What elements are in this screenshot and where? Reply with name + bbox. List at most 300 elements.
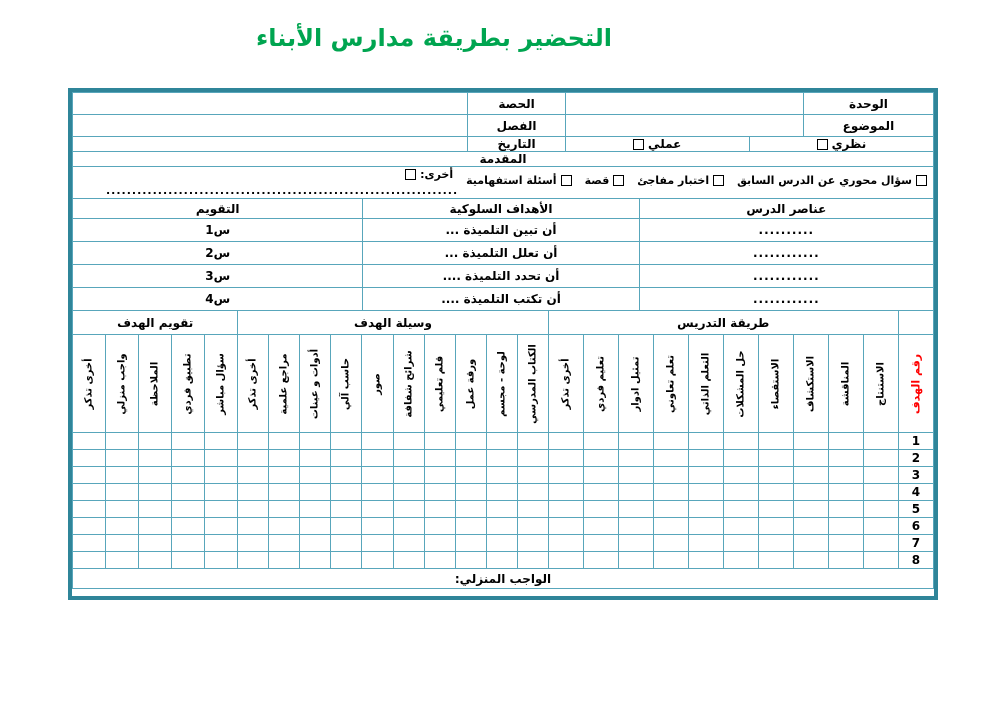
matrix-cell[interactable] — [863, 552, 898, 569]
matrix-cell[interactable] — [455, 484, 486, 501]
evaluation-header: التقويم — [73, 199, 363, 219]
matrix-column-label: سؤال مباشر — [215, 352, 227, 415]
matrix-cell[interactable] — [300, 552, 331, 569]
matrix-row — [73, 518, 934, 535]
matrix-cell[interactable] — [139, 484, 172, 501]
matrix-cell[interactable] — [73, 433, 106, 450]
matrix-cell[interactable] — [517, 535, 548, 552]
goal-number-cell: 1 — [898, 433, 933, 450]
matrix-cell[interactable] — [238, 535, 269, 552]
matrix-cell[interactable] — [653, 484, 688, 501]
matrix-cell[interactable] — [238, 552, 269, 569]
matrix-cell[interactable] — [455, 552, 486, 569]
matrix-cell[interactable] — [362, 518, 393, 535]
matrix-cell[interactable] — [362, 484, 393, 501]
intro-option-0 — [737, 174, 927, 187]
matrix-cell[interactable] — [139, 552, 172, 569]
matrix-cell[interactable] — [238, 518, 269, 535]
matrix-cell[interactable] — [73, 518, 106, 535]
matrix-cell[interactable] — [139, 433, 172, 450]
matrix-cell[interactable] — [486, 501, 517, 518]
practical-checkbox[interactable] — [633, 139, 644, 150]
goal-number-cell: 8 — [898, 552, 933, 569]
matrix-cell[interactable] — [393, 518, 424, 535]
matrix-cell[interactable] — [618, 484, 653, 501]
matrix-column-label: واجب منزلي — [116, 352, 128, 415]
goal-number-header-spacer — [898, 311, 933, 335]
matrix-cell[interactable] — [486, 433, 517, 450]
matrix-cell[interactable] — [548, 450, 583, 467]
matrix-column-label: الاستنتاج — [875, 361, 887, 406]
matrix-cell[interactable] — [172, 535, 205, 552]
matrix-cell[interactable] — [517, 467, 548, 484]
matrix-cell[interactable] — [331, 535, 362, 552]
matrix-cell[interactable] — [548, 501, 583, 518]
matrix-cell[interactable] — [331, 433, 362, 450]
page-title: التحضير بطريقة مدارس الأبناء — [255, 24, 612, 52]
matrix-cell[interactable] — [331, 484, 362, 501]
matrix-cell[interactable] — [618, 552, 653, 569]
matrix-cell[interactable] — [238, 484, 269, 501]
period-value-cell[interactable] — [73, 93, 468, 115]
matrix-cell[interactable] — [793, 450, 828, 467]
matrix-column-label: لوحة - مجسم — [496, 350, 508, 417]
matrix-cell[interactable] — [723, 501, 758, 518]
matrix-cell[interactable] — [486, 552, 517, 569]
matrix-cell[interactable] — [393, 450, 424, 467]
matrix-cell[interactable] — [517, 450, 548, 467]
intro-other-checkbox[interactable] — [405, 169, 416, 180]
matrix-cell[interactable] — [688, 484, 723, 501]
matrix-column-label-cell — [300, 335, 331, 433]
matrix-cell[interactable] — [269, 484, 300, 501]
matrix-cell[interactable] — [106, 501, 139, 518]
matrix-cell[interactable] — [688, 518, 723, 535]
matrix-cell[interactable] — [828, 552, 863, 569]
matrix-cell[interactable] — [486, 450, 517, 467]
goal-number-cell: 6 — [898, 518, 933, 535]
matrix-column-label-cell — [172, 335, 205, 433]
matrix-cell[interactable] — [486, 535, 517, 552]
goal-number-label-cell — [898, 335, 933, 433]
goal-number-cell: 5 — [898, 501, 933, 518]
matrix-cell[interactable] — [863, 467, 898, 484]
matrix-cell[interactable] — [172, 518, 205, 535]
matrix-cell[interactable] — [269, 450, 300, 467]
lesson-element-cell[interactable]: ............ — [639, 242, 933, 265]
matrix-cell[interactable] — [517, 501, 548, 518]
intro-other-dotted-line[interactable]: .................................................................... — [106, 184, 459, 197]
matrix-cell[interactable] — [172, 433, 205, 450]
matrix-cell[interactable] — [793, 501, 828, 518]
matrix-column-label-cell — [828, 335, 863, 433]
intro-option-label: اختبار مفاجئ — [637, 174, 710, 187]
matrix-cell[interactable] — [362, 467, 393, 484]
matrix-column-label: تعلم تعاوني — [665, 354, 677, 413]
matrix-column-label-cell — [583, 335, 618, 433]
matrix-cell[interactable] — [758, 552, 793, 569]
matrix-cell[interactable] — [653, 450, 688, 467]
matrix-cell[interactable] — [393, 501, 424, 518]
matrix-cell[interactable] — [863, 484, 898, 501]
intro-option-label: قصة — [584, 174, 610, 187]
matrix-cell[interactable] — [828, 450, 863, 467]
lesson-element-cell[interactable]: ............ — [639, 265, 933, 288]
matrix-cell[interactable] — [300, 467, 331, 484]
matrix-cell[interactable] — [688, 450, 723, 467]
matrix-cell[interactable] — [688, 535, 723, 552]
matrix-cell[interactable] — [300, 501, 331, 518]
evaluation-cell[interactable]: س4 — [73, 288, 363, 311]
matrix-cell[interactable] — [793, 535, 828, 552]
behavioral-objective-cell[interactable]: أن تعلل التلميذة ... — [363, 242, 639, 265]
matrix-cell[interactable] — [618, 467, 653, 484]
matrix-cell[interactable] — [172, 484, 205, 501]
matrix-column-label-cell — [238, 335, 269, 433]
matrix-cell[interactable] — [688, 433, 723, 450]
matrix-cell[interactable] — [269, 433, 300, 450]
matrix-cell[interactable] — [269, 501, 300, 518]
matrix-column-label-cell — [548, 335, 583, 433]
matrix-cell[interactable] — [793, 484, 828, 501]
matrix-cell[interactable] — [300, 484, 331, 501]
matrix-cell[interactable] — [618, 535, 653, 552]
matrix-cell[interactable] — [828, 467, 863, 484]
matrix-cell[interactable] — [393, 433, 424, 450]
matrix-cell[interactable] — [331, 552, 362, 569]
matrix-cell[interactable] — [393, 467, 424, 484]
matrix-column-label: تمثيل ادوار — [630, 356, 642, 411]
matrix-cell[interactable] — [205, 467, 238, 484]
matrix-cell[interactable] — [548, 484, 583, 501]
matrix-column-label-cell — [517, 335, 548, 433]
intro-option-checkbox[interactable] — [561, 175, 572, 186]
matrix-column-label-cell — [618, 335, 653, 433]
matrix-cell[interactable] — [583, 467, 618, 484]
lesson-element-cell[interactable]: ............ — [639, 288, 933, 311]
matrix-cell[interactable] — [205, 484, 238, 501]
matrix-cell[interactable] — [486, 518, 517, 535]
matrix-row — [73, 433, 934, 450]
matrix-cell[interactable] — [73, 501, 106, 518]
matrix-cell[interactable] — [106, 484, 139, 501]
matrix-cell[interactable] — [238, 501, 269, 518]
matrix-cell[interactable] — [300, 535, 331, 552]
matrix-cell[interactable] — [723, 467, 758, 484]
matrix-column-label: ورقة عمل — [465, 358, 477, 409]
matrix-cell[interactable] — [548, 552, 583, 569]
matrix-cell[interactable] — [828, 433, 863, 450]
matrix-column-label-cell — [723, 335, 758, 433]
matrix-cell[interactable] — [362, 552, 393, 569]
matrix-cell[interactable] — [583, 535, 618, 552]
matrix-cell[interactable] — [205, 501, 238, 518]
matrix-cell[interactable] — [424, 450, 455, 467]
matrix-cell[interactable] — [583, 552, 618, 569]
matrix-cell[interactable] — [863, 535, 898, 552]
theoretical-checkbox[interactable] — [817, 139, 828, 150]
matrix-cell[interactable] — [653, 501, 688, 518]
lesson-elements-header: عناصر الدرس — [639, 199, 933, 219]
matrix-column-label-cell — [424, 335, 455, 433]
objective-row — [73, 288, 934, 311]
matrix-cell[interactable] — [238, 467, 269, 484]
matrix-cell[interactable] — [653, 518, 688, 535]
lesson-element-cell[interactable]: .......... — [639, 219, 933, 242]
matrix-column-label: الكتاب المدرسي — [527, 343, 539, 424]
matrix-cell[interactable] — [269, 518, 300, 535]
evaluation-cell[interactable]: س2 — [73, 242, 363, 265]
matrix-cell[interactable] — [758, 433, 793, 450]
matrix-cell[interactable] — [331, 450, 362, 467]
practical-label: عملي — [648, 137, 682, 151]
behavioral-objective-cell[interactable]: أن تكتب التلميذة .... — [363, 288, 639, 311]
matrix-group-header-0: طريقة التدريس — [548, 311, 898, 335]
matrix-table — [72, 310, 934, 589]
matrix-cell[interactable] — [583, 518, 618, 535]
matrix-column-label: المناقشة — [840, 361, 852, 406]
matrix-cell[interactable] — [793, 467, 828, 484]
matrix-column-label-cell — [106, 335, 139, 433]
matrix-cell[interactable] — [424, 518, 455, 535]
intro-option-checkbox[interactable] — [613, 175, 624, 186]
intro-option-3 — [466, 174, 571, 187]
matrix-cell[interactable] — [106, 535, 139, 552]
matrix-cell[interactable] — [723, 535, 758, 552]
matrix-cell[interactable] — [517, 552, 548, 569]
matrix-cell[interactable] — [106, 450, 139, 467]
matrix-cell[interactable] — [517, 518, 548, 535]
matrix-cell[interactable] — [73, 450, 106, 467]
matrix-cell[interactable] — [486, 484, 517, 501]
matrix-cell[interactable] — [828, 501, 863, 518]
matrix-column-label: تعليم فردي — [595, 355, 607, 412]
goal-number-cell: 3 — [898, 467, 933, 484]
matrix-cell[interactable] — [548, 518, 583, 535]
matrix-cell[interactable] — [73, 484, 106, 501]
matrix-cell[interactable] — [362, 433, 393, 450]
matrix-column-label: التعلم الذاتي — [700, 352, 712, 415]
matrix-cell[interactable] — [517, 484, 548, 501]
matrix-cell[interactable] — [618, 433, 653, 450]
matrix-cell[interactable] — [424, 501, 455, 518]
matrix-cell[interactable] — [455, 433, 486, 450]
matrix-column-label: أدوات و عينات — [309, 348, 321, 419]
matrix-cell[interactable] — [548, 467, 583, 484]
matrix-group-header-1: وسيلة الهدف — [238, 311, 548, 335]
matrix-cell[interactable] — [758, 450, 793, 467]
matrix-cell[interactable] — [793, 433, 828, 450]
matrix-cell[interactable] — [172, 552, 205, 569]
unit-label: الوحدة — [803, 93, 933, 115]
matrix-cell[interactable] — [362, 535, 393, 552]
matrix-cell[interactable] — [688, 552, 723, 569]
matrix-cell[interactable] — [758, 501, 793, 518]
matrix-column-label: الاستكشاف — [805, 355, 817, 412]
matrix-cell[interactable] — [758, 535, 793, 552]
objective-row — [73, 265, 934, 288]
matrix-column-label-cell — [139, 335, 172, 433]
matrix-cell[interactable] — [583, 450, 618, 467]
matrix-cell[interactable] — [758, 518, 793, 535]
matrix-cell[interactable] — [688, 467, 723, 484]
matrix-column-label-cell — [269, 335, 300, 433]
matrix-cell[interactable] — [269, 467, 300, 484]
matrix-cell[interactable] — [618, 518, 653, 535]
matrix-cell[interactable] — [758, 467, 793, 484]
matrix-cell[interactable] — [723, 450, 758, 467]
matrix-cell[interactable] — [205, 433, 238, 450]
evaluation-cell[interactable]: س1 — [73, 219, 363, 242]
matrix-cell[interactable] — [205, 518, 238, 535]
matrix-cell[interactable] — [583, 484, 618, 501]
matrix-column-label-cell — [653, 335, 688, 433]
matrix-cell[interactable] — [238, 433, 269, 450]
matrix-cell[interactable] — [424, 467, 455, 484]
matrix-cell[interactable] — [106, 467, 139, 484]
matrix-cell[interactable] — [331, 467, 362, 484]
matrix-column-label-cell — [863, 335, 898, 433]
matrix-cell[interactable] — [863, 433, 898, 450]
matrix-cell[interactable] — [653, 552, 688, 569]
matrix-cell[interactable] — [424, 552, 455, 569]
introduction-heading: المقدمة — [73, 152, 934, 167]
matrix-cell[interactable] — [205, 535, 238, 552]
matrix-cell[interactable] — [455, 467, 486, 484]
matrix-column-label: قلم تعليمي — [434, 355, 446, 412]
matrix-cell[interactable] — [106, 552, 139, 569]
matrix-cell[interactable] — [73, 467, 106, 484]
date-label: التاريخ — [468, 137, 565, 152]
matrix-cell[interactable] — [172, 467, 205, 484]
matrix-row — [73, 501, 934, 518]
matrix-cell[interactable] — [828, 484, 863, 501]
objective-row — [73, 219, 934, 242]
matrix-cell[interactable] — [653, 467, 688, 484]
matrix-column-label-cell — [758, 335, 793, 433]
matrix-cell[interactable] — [300, 433, 331, 450]
matrix-cell[interactable] — [455, 501, 486, 518]
intro-other-label: أخرى: — [420, 168, 454, 181]
matrix-cell[interactable] — [723, 518, 758, 535]
matrix-cell[interactable] — [758, 484, 793, 501]
matrix-cell[interactable] — [139, 467, 172, 484]
matrix-column-label-cell — [455, 335, 486, 433]
matrix-cell[interactable] — [517, 433, 548, 450]
matrix-cell[interactable] — [583, 433, 618, 450]
matrix-column-label-cell — [205, 335, 238, 433]
matrix-cell[interactable] — [139, 518, 172, 535]
matrix-row — [73, 450, 934, 467]
matrix-cell[interactable] — [548, 535, 583, 552]
matrix-cell[interactable] — [455, 450, 486, 467]
matrix-cell[interactable] — [455, 518, 486, 535]
matrix-row — [73, 552, 934, 569]
matrix-cell[interactable] — [688, 501, 723, 518]
matrix-cell[interactable] — [653, 535, 688, 552]
matrix-row — [73, 484, 934, 501]
topic-value-cell[interactable] — [565, 115, 803, 137]
matrix-cell[interactable] — [300, 450, 331, 467]
practical-cell — [565, 137, 749, 152]
matrix-cell[interactable] — [331, 518, 362, 535]
matrix-cell[interactable] — [863, 518, 898, 535]
matrix-cell[interactable] — [139, 535, 172, 552]
intro-option-checkbox[interactable] — [713, 175, 724, 186]
matrix-column-label-cell — [73, 335, 106, 433]
matrix-cell[interactable] — [618, 501, 653, 518]
matrix-cell[interactable] — [583, 501, 618, 518]
matrix-cell[interactable] — [828, 535, 863, 552]
matrix-cell[interactable] — [331, 501, 362, 518]
matrix-cell[interactable] — [723, 484, 758, 501]
matrix-cell[interactable] — [393, 535, 424, 552]
matrix-cell[interactable] — [362, 501, 393, 518]
class-label: الفصل — [468, 115, 565, 137]
matrix-cell[interactable] — [106, 433, 139, 450]
matrix-cell[interactable] — [793, 552, 828, 569]
behavioral-objectives-header: الأهداف السلوكية — [363, 199, 639, 219]
matrix-column-label: تطبيق فردي — [182, 352, 194, 415]
matrix-cell[interactable] — [863, 450, 898, 467]
behavioral-objective-cell[interactable]: أن تحدد التلميذة .... — [363, 265, 639, 288]
unit-value-cell[interactable] — [565, 93, 803, 115]
matrix-cell[interactable] — [139, 450, 172, 467]
matrix-cell[interactable] — [793, 518, 828, 535]
goal-number-label: رقم الهدف — [909, 353, 923, 414]
homework-label[interactable]: الواجب المنزلي: — [73, 569, 934, 589]
matrix-cell[interactable] — [205, 552, 238, 569]
matrix-cell[interactable] — [205, 450, 238, 467]
class-value-cell[interactable] — [73, 115, 468, 137]
matrix-cell[interactable] — [618, 450, 653, 467]
matrix-cell[interactable] — [723, 433, 758, 450]
matrix-cell[interactable] — [393, 552, 424, 569]
matrix-cell[interactable] — [653, 433, 688, 450]
matrix-cell[interactable] — [424, 433, 455, 450]
lesson-plan-form — [68, 88, 938, 600]
matrix-cell[interactable] — [548, 433, 583, 450]
matrix-column-label: أخرى تذكر — [560, 357, 572, 410]
behavioral-objective-cell[interactable]: أن تبين التلميذة ... — [363, 219, 639, 242]
introduction-options-cell — [73, 167, 934, 199]
matrix-cell[interactable] — [455, 535, 486, 552]
matrix-cell[interactable] — [424, 535, 455, 552]
info-table — [72, 92, 934, 199]
matrix-cell[interactable] — [828, 518, 863, 535]
evaluation-cell[interactable]: س3 — [73, 265, 363, 288]
matrix-cell[interactable] — [238, 450, 269, 467]
matrix-cell[interactable] — [723, 552, 758, 569]
matrix-cell[interactable] — [139, 501, 172, 518]
intro-option-checkbox[interactable] — [916, 175, 927, 186]
goal-number-cell: 7 — [898, 535, 933, 552]
matrix-cell[interactable] — [300, 518, 331, 535]
matrix-cell[interactable] — [106, 518, 139, 535]
matrix-cell[interactable] — [172, 501, 205, 518]
matrix-cell[interactable] — [269, 535, 300, 552]
matrix-cell[interactable] — [863, 501, 898, 518]
matrix-cell[interactable] — [393, 484, 424, 501]
date-value-cell[interactable] — [73, 137, 468, 152]
matrix-cell[interactable] — [73, 535, 106, 552]
matrix-cell[interactable] — [362, 450, 393, 467]
matrix-cell[interactable] — [486, 467, 517, 484]
matrix-cell[interactable] — [269, 552, 300, 569]
matrix-cell[interactable] — [424, 484, 455, 501]
matrix-cell[interactable] — [172, 450, 205, 467]
matrix-cell[interactable] — [73, 552, 106, 569]
